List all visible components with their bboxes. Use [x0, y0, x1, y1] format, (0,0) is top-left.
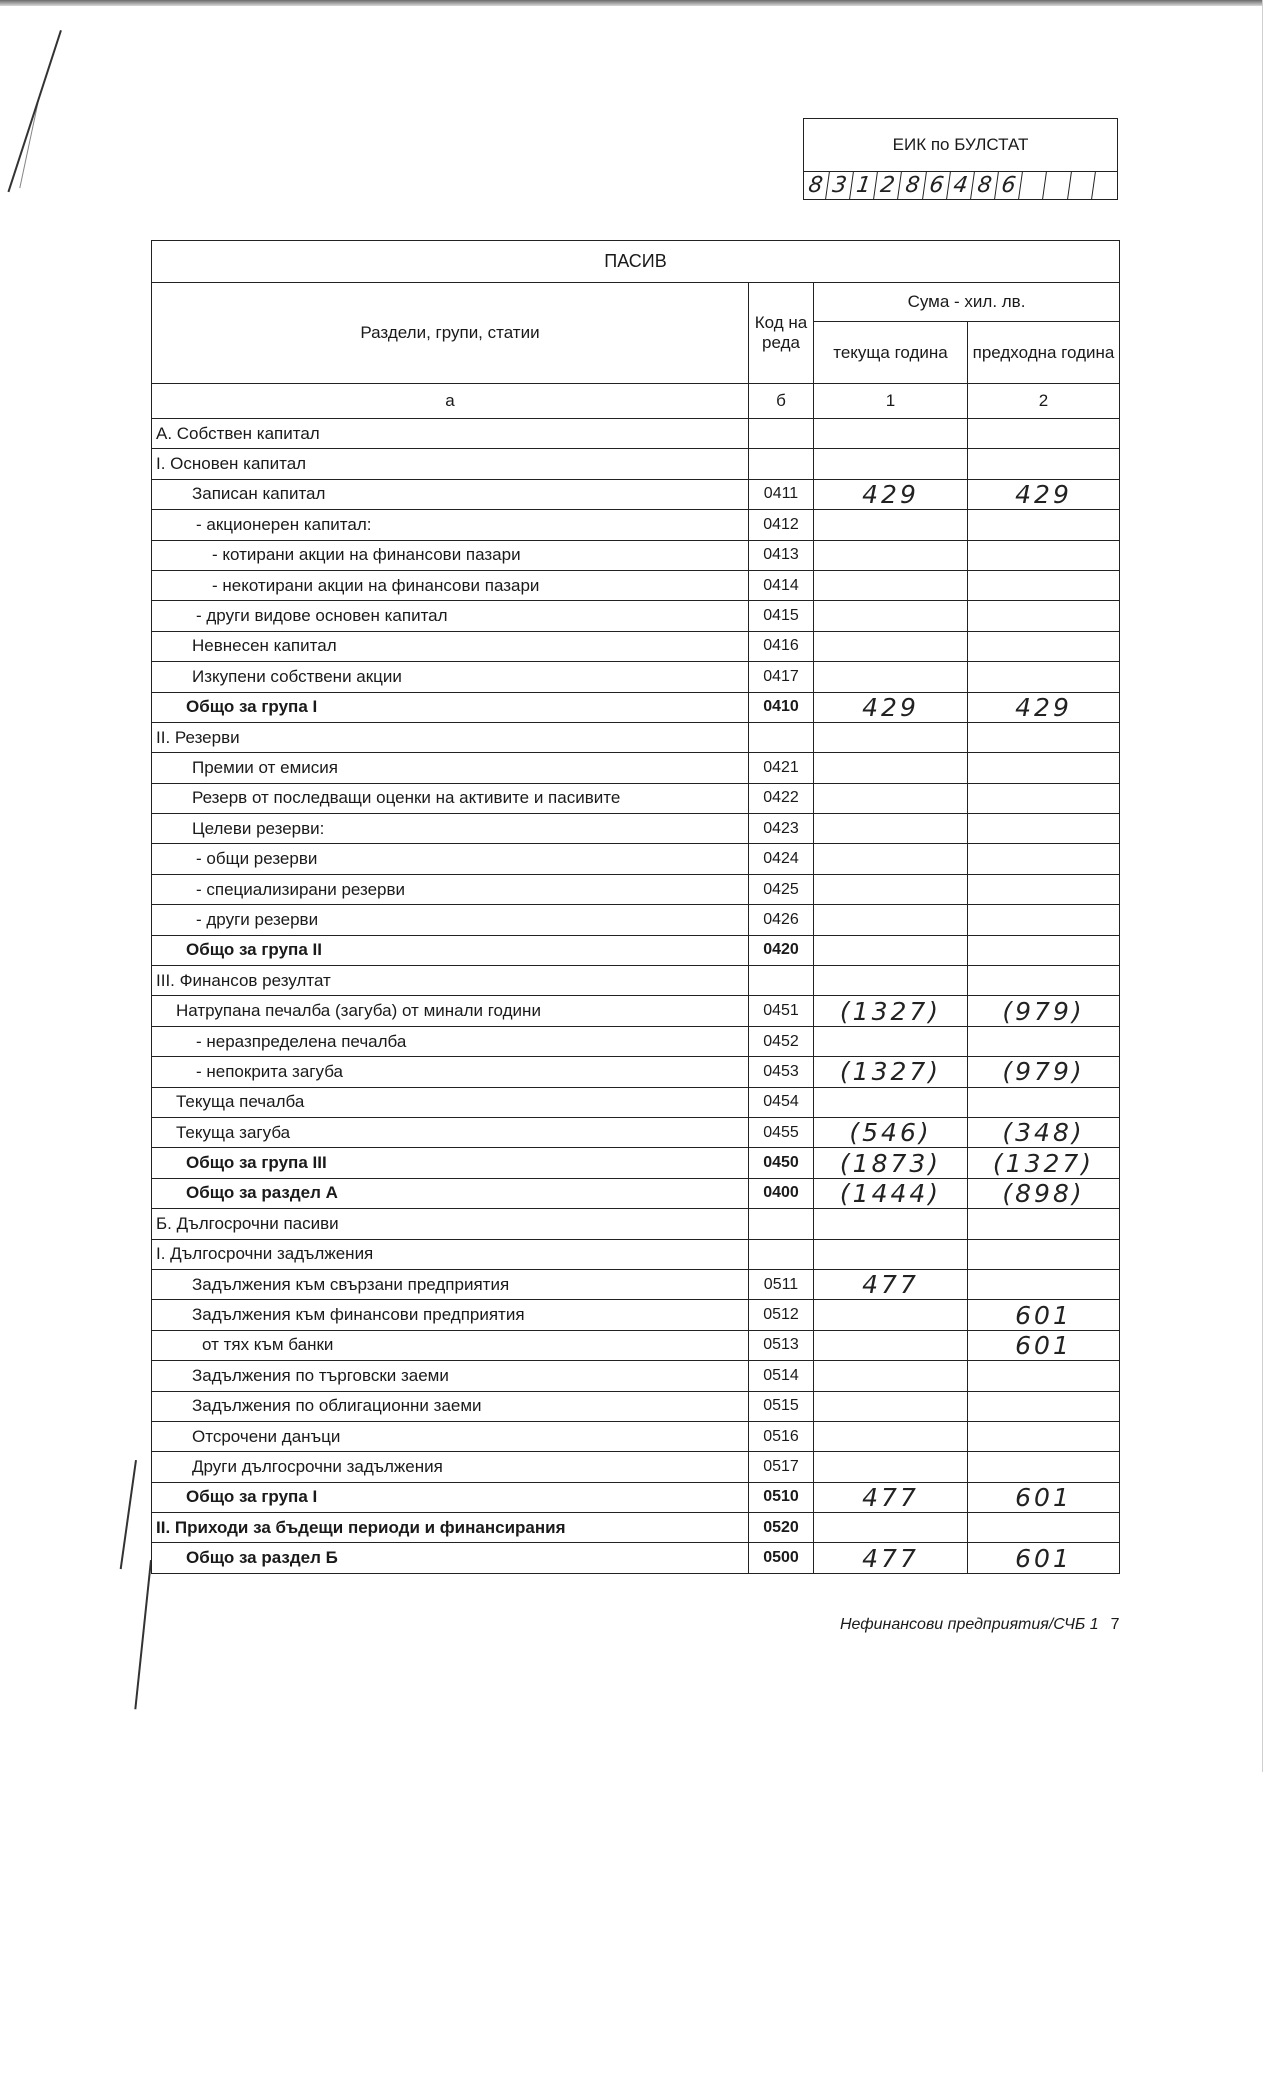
- table-row: [152, 905, 1120, 935]
- eik-digit-cell: 1: [850, 172, 878, 199]
- row-previous-year-value: [968, 783, 1120, 813]
- row-code: 0410: [749, 692, 814, 722]
- table-row: [152, 570, 1120, 600]
- eik-digit-cell: 3: [826, 172, 854, 199]
- eik-digit-cell: [1020, 172, 1048, 199]
- table-title: ПАСИВ: [152, 241, 1120, 283]
- row-label: III. Финансов резултат: [152, 966, 749, 996]
- table-row: [152, 996, 1120, 1026]
- table-row: [152, 935, 1120, 965]
- row-previous-year-value: [968, 874, 1120, 904]
- table-row: [152, 722, 1120, 752]
- table-row: [152, 1239, 1120, 1269]
- row-code: 0516: [749, 1421, 814, 1451]
- row-current-year-value: [814, 449, 968, 479]
- row-label: Задължения по облигационни заеми: [152, 1391, 749, 1421]
- table-row: [152, 1391, 1120, 1421]
- row-previous-year-value: [968, 844, 1120, 874]
- table-row: [152, 510, 1120, 540]
- eik-digit-cell: 8: [899, 172, 927, 199]
- row-code: 0414: [749, 570, 814, 600]
- row-current-year-value: [814, 753, 968, 783]
- row-code: 0415: [749, 601, 814, 631]
- row-code: 0412: [749, 510, 814, 540]
- row-current-year-value: [814, 1361, 968, 1391]
- eik-digit-cell: 4: [947, 172, 975, 199]
- row-previous-year-value: [968, 1026, 1120, 1056]
- column-header-previous-year: предходна година: [968, 322, 1120, 384]
- row-current-year-value: (546): [814, 1117, 968, 1147]
- row-previous-year-value: [968, 449, 1120, 479]
- row-previous-year-value: [968, 1452, 1120, 1482]
- eik-digit-cells: [804, 172, 1117, 199]
- row-previous-year-value: (348): [968, 1117, 1120, 1147]
- row-previous-year-value: [968, 570, 1120, 600]
- table-row: [152, 540, 1120, 570]
- row-code: [749, 449, 814, 479]
- eik-digit-cell: 8: [802, 172, 830, 199]
- row-code: [749, 1239, 814, 1269]
- row-previous-year-value: [968, 662, 1120, 692]
- table-row: [152, 1209, 1120, 1239]
- row-code: 0500: [749, 1543, 814, 1573]
- table-row: [152, 1148, 1120, 1178]
- row-label: Общо за група I: [152, 1482, 749, 1512]
- row-code: 0520: [749, 1513, 814, 1543]
- row-label: Общо за раздел А: [152, 1178, 749, 1208]
- row-previous-year-value: [968, 753, 1120, 783]
- table-row: [152, 814, 1120, 844]
- row-current-year-value: [814, 570, 968, 600]
- row-current-year-value: [814, 1300, 968, 1330]
- row-code: 0416: [749, 631, 814, 661]
- row-current-year-value: [814, 631, 968, 661]
- row-label: Задължения към финансови предприятия: [152, 1300, 749, 1330]
- row-label: - общи резерви: [152, 844, 749, 874]
- row-previous-year-value: [968, 419, 1120, 449]
- table-row: [152, 1421, 1120, 1451]
- row-current-year-value: 477: [814, 1543, 968, 1573]
- table-row: [152, 783, 1120, 813]
- row-previous-year-value: [968, 540, 1120, 570]
- row-previous-year-value: [968, 1391, 1120, 1421]
- row-current-year-value: [814, 1513, 968, 1543]
- table-row: [152, 1361, 1120, 1391]
- table-row: [152, 692, 1120, 722]
- row-code: 0451: [749, 996, 814, 1026]
- row-current-year-value: [814, 1330, 968, 1360]
- row-label: I. Дългосрочни задължения: [152, 1239, 749, 1269]
- table-row: [152, 1513, 1120, 1543]
- row-code: 0420: [749, 935, 814, 965]
- row-code: 0511: [749, 1269, 814, 1299]
- row-previous-year-value: [968, 966, 1120, 996]
- row-current-year-value: [814, 1452, 968, 1482]
- row-code: 0400: [749, 1178, 814, 1208]
- row-label: от тях към банки: [152, 1330, 749, 1360]
- table-row: [152, 1482, 1120, 1512]
- row-current-year-value: [814, 783, 968, 813]
- row-code: 0421: [749, 753, 814, 783]
- table-row: [152, 874, 1120, 904]
- table-row: [152, 966, 1120, 996]
- row-code: [749, 966, 814, 996]
- row-current-year-value: [814, 874, 968, 904]
- table-row: [152, 1330, 1120, 1360]
- row-current-year-value: (1327): [814, 996, 968, 1026]
- table-row: [152, 1543, 1120, 1573]
- row-code: 0422: [749, 783, 814, 813]
- row-label: Текуща печалба: [152, 1087, 749, 1117]
- row-label: Натрупана печалба (загуба) от минали години: [152, 996, 749, 1026]
- row-label: Текуща загуба: [152, 1117, 749, 1147]
- row-previous-year-value: 601: [968, 1330, 1120, 1360]
- row-previous-year-value: (979): [968, 1057, 1120, 1087]
- column-header-code: Код на реда: [749, 283, 814, 384]
- row-previous-year-value: [968, 510, 1120, 540]
- eik-box: [803, 118, 1118, 200]
- column-header-amount: Сума - хил. лв.: [814, 283, 1120, 322]
- row-code: 0515: [749, 1391, 814, 1421]
- row-previous-year-value: 429: [968, 692, 1120, 722]
- row-label: II. Резерви: [152, 722, 749, 752]
- row-code: 0426: [749, 905, 814, 935]
- row-previous-year-value: [968, 935, 1120, 965]
- row-previous-year-value: [968, 1209, 1120, 1239]
- row-previous-year-value: [968, 1513, 1120, 1543]
- row-previous-year-value: [968, 1269, 1120, 1299]
- row-previous-year-value: 601: [968, 1482, 1120, 1512]
- row-current-year-value: [814, 510, 968, 540]
- row-label: Други дългосрочни задължения: [152, 1452, 749, 1482]
- row-label: - непокрита загуба: [152, 1057, 749, 1087]
- row-code: 0424: [749, 844, 814, 874]
- table-row: [152, 1057, 1120, 1087]
- index-2: 2: [968, 384, 1120, 419]
- row-code: 0454: [749, 1087, 814, 1117]
- row-previous-year-value: [968, 814, 1120, 844]
- table-row: [152, 1178, 1120, 1208]
- row-code: 0452: [749, 1026, 814, 1056]
- row-current-year-value: (1327): [814, 1057, 968, 1087]
- table-row: [152, 1269, 1120, 1299]
- row-current-year-value: 477: [814, 1482, 968, 1512]
- row-label: - некотирани акции на финансови пазари: [152, 570, 749, 600]
- row-code: 0417: [749, 662, 814, 692]
- row-label: Общо за група III: [152, 1148, 749, 1178]
- row-current-year-value: [814, 601, 968, 631]
- column-header-section: Раздели, групи, статии: [152, 283, 749, 384]
- row-current-year-value: [814, 935, 968, 965]
- row-current-year-value: [814, 1239, 968, 1269]
- eik-digit-cell: 6: [995, 172, 1023, 199]
- row-code: [749, 419, 814, 449]
- row-previous-year-value: [968, 601, 1120, 631]
- row-code: [749, 722, 814, 752]
- row-code: 0455: [749, 1117, 814, 1147]
- signature-mark: [134, 1560, 152, 1709]
- row-label: Записан капитал: [152, 479, 749, 509]
- footer-form-name: Нефинансови предприятия/СЧБ 1: [840, 1616, 1099, 1633]
- index-a: а: [152, 384, 749, 419]
- row-current-year-value: [814, 722, 968, 752]
- row-current-year-value: 429: [814, 479, 968, 509]
- row-code: 0517: [749, 1452, 814, 1482]
- eik-digit-cell: [1092, 172, 1119, 199]
- row-previous-year-value: [968, 1421, 1120, 1451]
- column-header-current-year: текуща година: [814, 322, 968, 384]
- table-row: [152, 662, 1120, 692]
- row-current-year-value: [814, 1087, 968, 1117]
- row-previous-year-value: (1327): [968, 1148, 1120, 1178]
- row-label: Изкупени собствени акции: [152, 662, 749, 692]
- row-current-year-value: [814, 814, 968, 844]
- row-current-year-value: [814, 1209, 968, 1239]
- row-current-year-value: [814, 966, 968, 996]
- row-label: - неразпределена печалба: [152, 1026, 749, 1056]
- row-label: - други резерви: [152, 905, 749, 935]
- row-label: Б. Дългосрочни пасиви: [152, 1209, 749, 1239]
- row-current-year-value: 477: [814, 1269, 968, 1299]
- row-current-year-value: [814, 662, 968, 692]
- eik-digit-cell: 8: [971, 172, 999, 199]
- eik-digit-cell: [1044, 172, 1072, 199]
- row-previous-year-value: 601: [968, 1543, 1120, 1573]
- row-current-year-value: (1444): [814, 1178, 968, 1208]
- index-b: б: [749, 384, 814, 419]
- page-number: 7: [1110, 1616, 1120, 1633]
- row-code: 0413: [749, 540, 814, 570]
- row-current-year-value: [814, 419, 968, 449]
- row-label: I. Основен капитал: [152, 449, 749, 479]
- row-current-year-value: [814, 905, 968, 935]
- row-label: Премии от емисия: [152, 753, 749, 783]
- row-previous-year-value: 601: [968, 1300, 1120, 1330]
- row-label: II. Приходи за бъдещи периоди и финансирания: [152, 1513, 749, 1543]
- table-row: [152, 1452, 1120, 1482]
- row-previous-year-value: [968, 631, 1120, 661]
- row-label: Общо за група I: [152, 692, 749, 722]
- eik-digit-cell: 2: [875, 172, 903, 199]
- row-label: - акционерен капитал:: [152, 510, 749, 540]
- row-label: Целеви резерви:: [152, 814, 749, 844]
- table-row: [152, 631, 1120, 661]
- table-row: [152, 1087, 1120, 1117]
- row-current-year-value: [814, 1026, 968, 1056]
- row-current-year-value: (1873): [814, 1148, 968, 1178]
- row-current-year-value: [814, 844, 968, 874]
- table-row: [152, 1300, 1120, 1330]
- row-current-year-value: [814, 1391, 968, 1421]
- row-label: - други видове основен капитал: [152, 601, 749, 631]
- row-code: 0423: [749, 814, 814, 844]
- row-code: 0514: [749, 1361, 814, 1391]
- table-row: [152, 601, 1120, 631]
- row-code: 0450: [749, 1148, 814, 1178]
- liabilities-table: [151, 240, 1120, 1574]
- table-row: [152, 753, 1120, 783]
- eik-digit-cell: 6: [923, 172, 951, 199]
- row-previous-year-value: [968, 1239, 1120, 1269]
- row-previous-year-value: (898): [968, 1178, 1120, 1208]
- table-row: [152, 449, 1120, 479]
- row-code: 0510: [749, 1482, 814, 1512]
- row-previous-year-value: (979): [968, 996, 1120, 1026]
- index-1: 1: [814, 384, 968, 419]
- table-row: [152, 1117, 1120, 1147]
- scan-top-edge: [0, 0, 1262, 6]
- row-current-year-value: [814, 540, 968, 570]
- row-code: [749, 1209, 814, 1239]
- table-row: [152, 419, 1120, 449]
- row-previous-year-value: [968, 722, 1120, 752]
- row-label: Резерв от последващи оценки на активите и пасивите: [152, 783, 749, 813]
- row-label: Задължения към свързани предприятия: [152, 1269, 749, 1299]
- row-code: 0453: [749, 1057, 814, 1087]
- row-previous-year-value: [968, 1087, 1120, 1117]
- table-row: [152, 844, 1120, 874]
- row-code: 0513: [749, 1330, 814, 1360]
- row-previous-year-value: [968, 1361, 1120, 1391]
- row-label: Задължения по търговски заеми: [152, 1361, 749, 1391]
- table-row: [152, 479, 1120, 509]
- row-code: 0425: [749, 874, 814, 904]
- row-previous-year-value: 429: [968, 479, 1120, 509]
- row-label: Невнесен капитал: [152, 631, 749, 661]
- row-label: Общо за раздел Б: [152, 1543, 749, 1573]
- row-current-year-value: [814, 1421, 968, 1451]
- row-code: 0411: [749, 479, 814, 509]
- eik-title: ЕИК по БУЛСТАТ: [804, 119, 1117, 172]
- row-label: А. Собствен капитал: [152, 419, 749, 449]
- row-previous-year-value: [968, 905, 1120, 935]
- row-label: - котирани акции на финансови пазари: [152, 540, 749, 570]
- row-label: Общо за група II: [152, 935, 749, 965]
- table-row: [152, 1026, 1120, 1056]
- row-code: 0512: [749, 1300, 814, 1330]
- row-current-year-value: 429: [814, 692, 968, 722]
- page-footer: [840, 1616, 1120, 1634]
- row-label: Отсрочени данъци: [152, 1421, 749, 1451]
- signature-mark: [120, 1460, 137, 1569]
- row-label: - специализирани резерви: [152, 874, 749, 904]
